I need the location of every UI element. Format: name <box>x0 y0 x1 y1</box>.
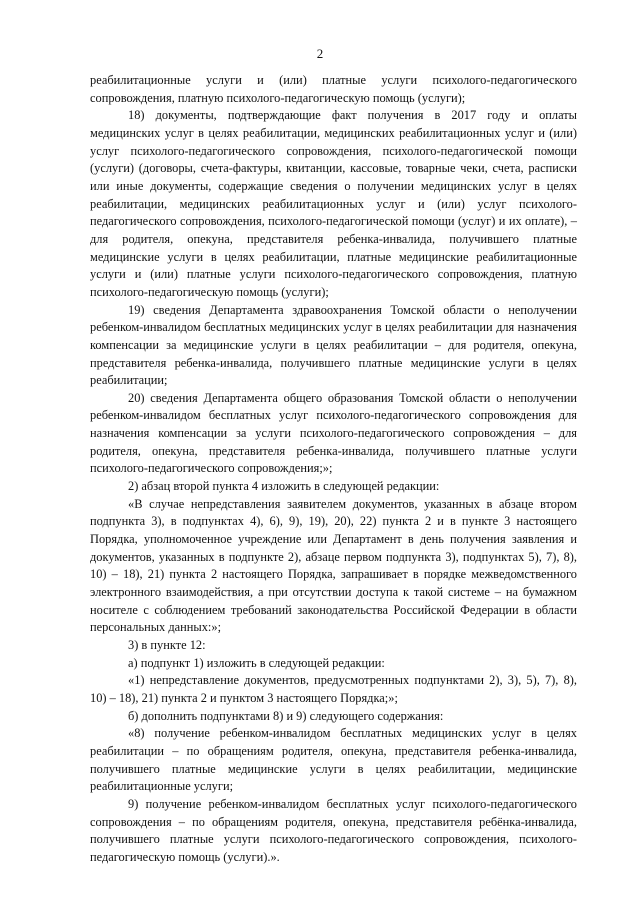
paragraph-continuation: реабилитационные услуги и (или) платные услуги психолого-педагогического сопровождения, платную психолого-педагогическую помощь (услуги); <box>90 73 577 105</box>
paragraph-quoted-subitem-9: 9) получение ребенком-инвалидом бесплатных услуг психолого-педагогического сопровождения – по обращениям родителя, опекуна, представителя ребёнка-инвалида, получившего платные услуги психолого-педагогического сопровождения, психолого-педагогическую помощь (услуги).». <box>90 796 577 864</box>
paragraph-item-18: 18) документы, подтверждающие факт получения в 2017 году и оплаты медицинских услуг в целях реабилитации, медицинских реабилитационных услуг и (или) услуг психолого-педагогического сопровождения, психолого-педагогической помощи (услуги) (договоры, счета-фактуры, квитанции, кассовые, товарные чеки, счета, расписки или иные документы, содержащие сведения о получении медицинских услуг в целях реабилитации, медицинских реабилитационных услуг и (или) услуг психолого-педагогического сопровождения, психолого-педагогической помощи (услуг) и их оплате), – для родителя, опекуна, представителя ребенка-инвалида, получившего платные медицинские услуги в целях реабилитации, платные медицинские реабилитационные услуги и (или) платные услуги психолого-педагогического сопровождения, платную психолого-педагогическую помощь (услуги); <box>90 108 577 299</box>
document-body <box>90 72 577 867</box>
paragraph-amendment-2: 2) абзац второй пункта 4 изложить в следующей редакции: <box>128 479 440 494</box>
page-number: 2 <box>316 46 324 61</box>
paragraph-subitem-b: б) дополнить подпунктами 8) и 9) следующего содержания: <box>128 708 444 723</box>
paragraph-item-20: 20) сведения Департамента общего образования Томской области о неполучении ребенком-инвалидом бесплатных услуг психолого-педагогического сопровождения для назначения компенсации за услуги психолого-педагогического сопровождения – для родителя, опекуна, представителя ребенка-инвалида, получившего платные услуги психолого-педагогического сопровождения;»; <box>90 390 577 476</box>
paragraph-item-19: 19) сведения Департамента здравоохранения Томской области о неполучении ребенком-инвалидом бесплатных медицинских услуг в целях реабилитации для назначения компенсации за медицинские услуги в целях реабилитации – для родителя, опекуна, представителя ребенка-инвалида, получившего платные медицинские услуги в целях реабилитации; <box>90 302 577 388</box>
paragraph-quoted-clause-4: «В случае непредставления заявителем документов, указанных в абзаце втором подпункта 3), в подпунктах 4), 6), 9), 19), 20), 22) пункта 2 и в пункте 3 настоящего Порядка, уполномоченное учреждение или Департамент в день получения заявления и документов, указанных в подпункте 2), абзаце первом подпункта 3), подпунктах 5), 7), 8), 10) – 18), 21) пункта 2 настоящего Порядка, запрашивает в порядке межведомственного электронного взаимодействия, а при отсутствии доступа к такой системе – на бумажном носителе с соблюдением требований законодательства Российской Федерации в области персональных данных:»; <box>90 496 577 635</box>
paragraph-amendment-3: 3) в пункте 12: <box>128 638 206 652</box>
paragraph-subitem-a: а) подпункт 1) изложить в следующей редакции: <box>128 655 385 670</box>
paragraph-quoted-subitem-8: «8) получение ребенком-инвалидом бесплатных медицинских услуг в целях реабилитации – по обращениям родителя, опекуна, представителя ребенка-инвалида, получившего платные медицинские услуги в целях реабилитации, медицинские реабилитационные услуги; <box>90 726 577 794</box>
paragraph-quoted-subitem-1: «1) непредставление документов, предусмотренных подпунктами 2), 3), 5), 7), 8), 10) – 18), 21) пункта 2 и пунктом 3 настоящего Порядка;»; <box>90 673 577 705</box>
